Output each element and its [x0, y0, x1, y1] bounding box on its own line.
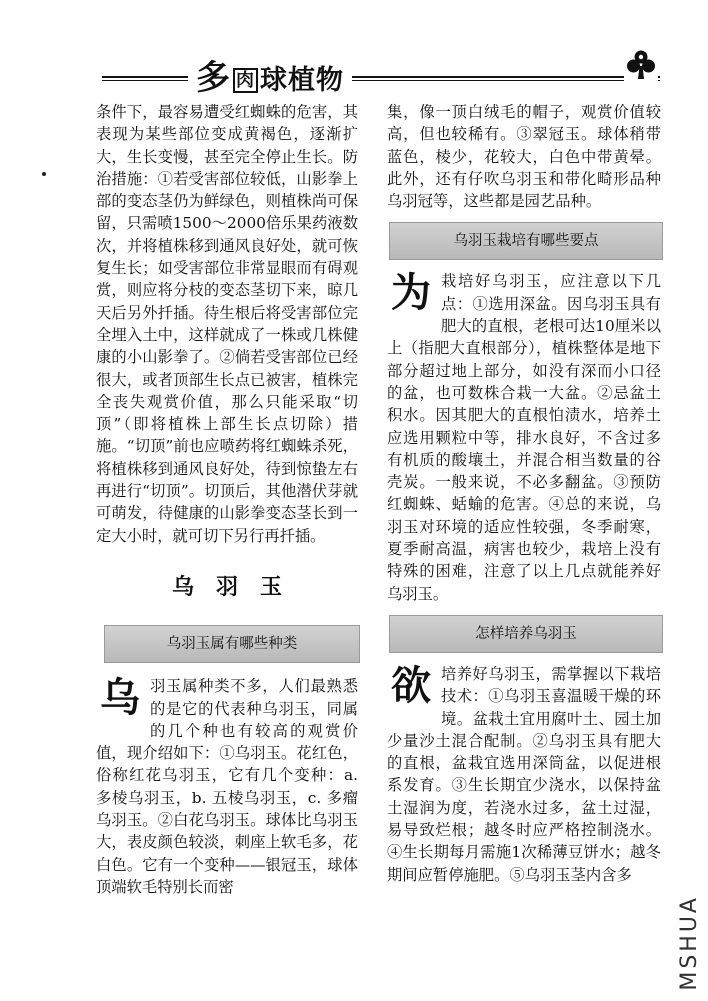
section-title: 乌羽玉 — [171, 574, 304, 600]
club-icon — [624, 48, 658, 82]
right-paragraph-2: 栽培好乌羽玉，应注意以下几点：①选用深盆。因乌羽玉具有肥大的直根，老根可达10厘米以上（指肥大直根部分），植株整体是地下部分超过地上部分，如没有深而小口径的盆，也可数株合栽一大盆。②忌盆土积水。因其肥大的直根怕渍水，培养土应选用颗粒中等，排水良好，不含过多有机质的酸壤土，并混合相当数量的谷壳炭。一般来说，不必多翻盆。③预防红蜘蛛、蛞蝓的危害。④总的来说，乌羽玉对环境的适应性较强，冬季耐寒，夏季耐高温，病害也较少，栽培上没有特殊的困难，注意了以上几点就能养好乌羽玉。 — [387, 272, 661, 603]
right-paragraph-3: 培养好乌羽玉，需掌握以下栽培技术：①乌羽玉喜温暖干燥的环境。盆栽土宜用腐叶土、园土加少量沙土混合配制。②乌羽玉具有肥大的直根，盆栽宜选用深筒盆，以促进根系发育。③生长期宜少浇水，以保持盆土湿润为度，若浇水过多，盆土过湿，易导致烂根；越冬时应严格控制浇水。④生长期每月需施1次稀薄豆饼水；越冬期间应暂停施肥。⑤乌羽玉茎内含多 — [387, 664, 661, 884]
section-banner-species: 乌羽玉属有哪些种类 — [104, 625, 360, 663]
left-paragraph-2: 羽玉属种类不多，人们最熟悉的是它的代表种乌羽玉，同属的几个种也有较高的观赏价值，现介绍如下：①乌羽玉。花红色，俗称红花乌羽玉，它有几个变种：a. 多棱乌羽玉，b. 五棱乌羽玉，c. 多瘤乌羽玉。②白花乌羽玉。球体比乌羽玉大，表皮颜色较淡，刺座上软毛多，花白色。它有一个变种——银冠玉，球体顶端软毛特别长而密 — [96, 677, 358, 896]
header-title — [188, 50, 352, 99]
right-column — [387, 101, 661, 886]
header-rule-thin — [102, 80, 660, 81]
drop-cap: 乌 — [100, 675, 140, 722]
section-banner-cultivation: 乌羽玉栽培有哪些要点 — [389, 222, 663, 260]
header-title-rest: 球植物 — [260, 65, 344, 96]
header-title-big: 多 — [196, 58, 231, 98]
watermark: MSHUA — [677, 895, 702, 991]
header-title-boxed: 肉 — [233, 68, 258, 93]
drop-cap: 欲 — [391, 662, 431, 709]
left-paragraph-1: 条件下，最容易遭受红蜘蛛的危害，其表现为某些部位变成黄褐色，逐渐扩大，生长变慢，甚至完全停止生长。防治措施：①若受害部位较低，山影拳上部的变态茎仍为鲜绿色，则植株尚可保留，只需喷1500～2000倍乐果药液数次，并将植株移到通风良好处，就可恢复生长；如受害部位非常显眼而有碍观赏，则应将分枝的变态茎切下来，晾几天后另外扦插。待生根后将受害部位完全埋入土中，这样就成了一株或几株健康的小山影拳了。②倘若受害部位已经很大，或者顶部生长点已被害，植株完全丧失观赏价值，那么只能采取“切顶”（即将植株上部生长点切除）措施。“切顶”前也应喷药将红蜘蛛杀死，将植株移到通风良好处，待到惊蛰左右再进行“切顶”。切顶后，其他潜伏芽就可萌发，待健康的山影拳变态茎长到一定大小时，就可切下另行再扦插。 — [96, 103, 358, 545]
section-banner-care: 怎样培养乌羽玉 — [389, 615, 663, 653]
right-paragraph-1: 集，像一顶白绒毛的帽子，观赏价值较高，但也较稀有。③翠冠玉。球体稍带蓝色，棱少，花较大，白色中带黄晕。此外，还有仔吹乌羽玉和带化畸形品种乌羽冠等，这些都是园艺品种。 — [387, 103, 661, 211]
page-header — [96, 46, 676, 96]
header-rule — [102, 76, 660, 78]
print-speck — [42, 172, 46, 176]
left-column — [96, 101, 358, 898]
drop-cap: 为 — [391, 270, 431, 317]
